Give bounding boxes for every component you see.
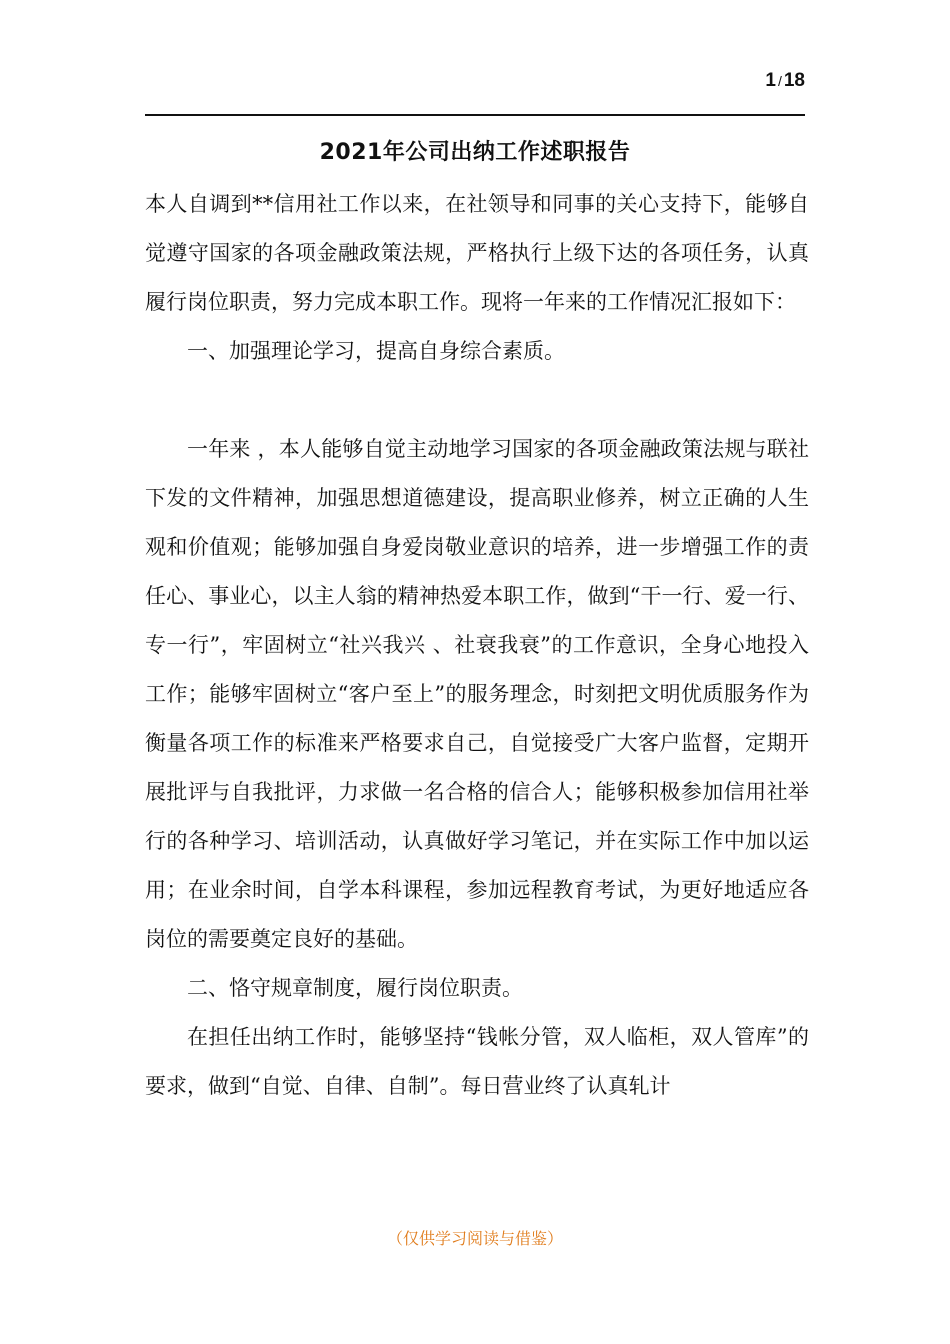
document-body xyxy=(145,180,809,1111)
intro-paragraph: 本人自调到**信用社工作以来，在社领导和同事的关心支持下，能够自觉遵守国家的各项金融政策法规，严格执行上级下达的各项任务，认真履行岗位职责，努力完成本职工作。现将一年来的工作情况汇报如下： xyxy=(145,192,809,314)
page-total: 18 xyxy=(783,70,805,91)
page-separator: / xyxy=(777,73,782,89)
document-title: 2021年公司出纳工作述职报告 xyxy=(319,140,631,165)
page-number xyxy=(765,70,805,92)
footer-note: （仅供学习阅读与借鉴） xyxy=(386,1229,563,1248)
body-paragraph-2: 在担任出纳工作时，能够坚持“钱帐分管，双人临柜，双人管库”的要求，做到“自觉、自律、自制”。每日营业终了认真轧计 xyxy=(145,1025,809,1098)
section-heading-2: 二、恪守规章制度，履行岗位职责。 xyxy=(187,976,523,1000)
header-rule xyxy=(145,114,805,116)
page-current: 1 xyxy=(765,70,776,91)
blank-line xyxy=(145,376,809,425)
body-paragraph-1: 一年来 ，本人能够自觉主动地学习国家的各项金融政策法规与联社下发的文件精神，加强思想道德建设，提高职业修养，树立正确的人生观和价值观；能够加强自身爱岗敬业意识的培养，进一步增强工作的责任心、事业心，以主人翁的精神热爱本职工作，做到“干一行、爱一行、专一行”，牢固树立“社兴我兴 、社衰我衰”的工作意识，全身心地投入工作；能够牢固树立“客户至上”的服务理念，时刻把文明优质服务作为衡量各项工作的标准来严格要求自己，自觉接受广大客户监督，定期开展批评与自我批评，力求做一名合格的信合人；能够积极参加信用社举行的各种学习、培训活动，认真做好学习笔记，并在实际工作中加以运用；在业余时间，自学本科课程，参加远程教育考试，为更好地适应各岗位的需要奠定良好的基础。 xyxy=(145,437,809,951)
section-heading-1: 一、加强理论学习，提高自身综合素质。 xyxy=(187,339,565,363)
